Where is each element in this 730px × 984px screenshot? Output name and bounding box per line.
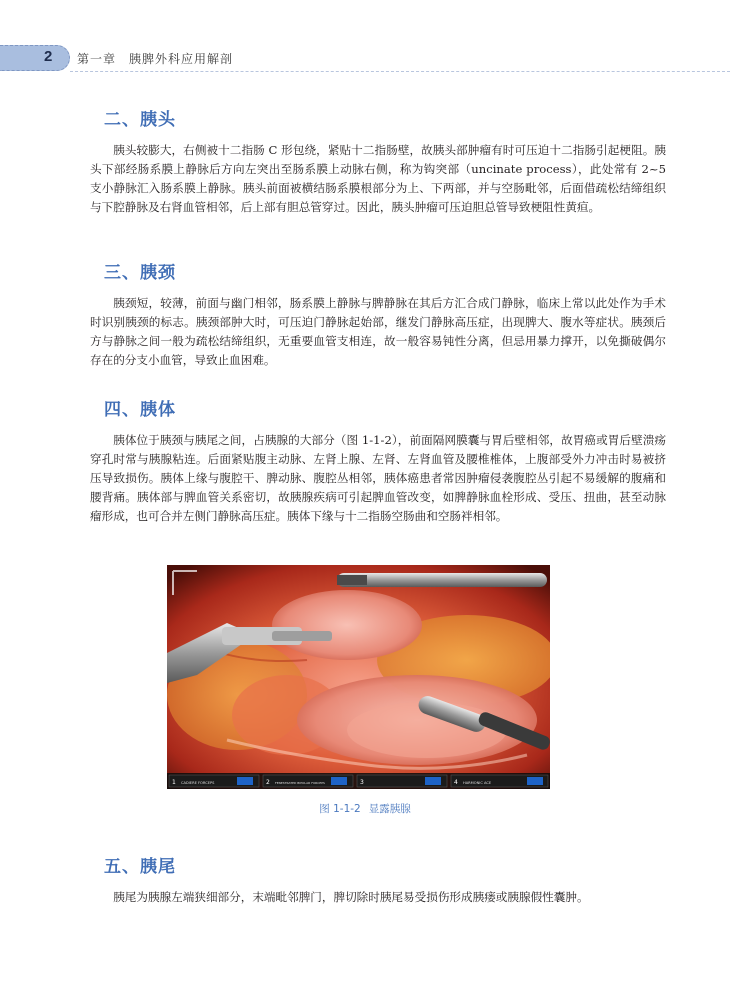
- instrument-1-name: CADIERE FORCEPS: [181, 781, 215, 785]
- surgical-photo: [167, 565, 550, 789]
- paragraph-tail: 胰尾为胰腺左端狭细部分，末端毗邻脾门，脾切除时胰尾易受损伤形成胰瘘或胰腺假性囊肿。: [113, 890, 589, 904]
- figure-caption-text: 显露胰腺: [368, 803, 411, 815]
- section-heading-neck: 三、胰颈: [104, 263, 176, 283]
- section-heading-body: 四、胰体: [104, 400, 176, 420]
- instrument-2-index: 2: [266, 779, 270, 786]
- figure-caption: [0, 801, 730, 816]
- section-heading-head: 二、胰头: [104, 110, 176, 130]
- instrument-4-index: 4: [454, 779, 458, 786]
- instrument-3-index: 3: [360, 779, 364, 786]
- page-number-tab: [0, 45, 70, 71]
- figure-number: 图 1-1-2: [319, 803, 361, 815]
- paragraph-body: 胰体位于胰颈与胰尾之间，占胰腺的大部分（图 1-1-2），前面隔网膜囊与胃后壁相邻，故胃癌或胃后壁溃疡穿孔时常与胰腺粘连。后面紧贴腹主动脉、左肾上腺、左肾、左肾血管及腰椎椎体，上腹部受外力冲击时易被挤压导致损伤。胰体上缘与腹腔干、脾动脉、腹腔丛相邻，胰体癌患者常因肿瘤侵袭腹腔丛引起不易缓解的腹痛和腰背痛。胰体部与脾血管关系密切，故胰腺疾病可引起脾血管改变，如脾静脉血栓形成、受压、扭曲，甚至动脉瘤形成，也可合并左侧门静脉高压症。胰体下缘与十二指肠空肠曲和空肠袢相邻。: [90, 433, 666, 523]
- page-number: 2: [44, 48, 53, 65]
- instrument-1-index: 1: [172, 779, 176, 786]
- instrument-4-name: HARMONIC ACE: [463, 781, 492, 785]
- paragraph-head: 胰头较膨大，右侧被十二指肠 C 形包绕，紧贴十二指肠壁，故胰头部肿瘤有时可压迫十二指肠引起梗阻。胰头下部经肠系膜上静脉后方向左突出至肠系膜上动脉右侧，称为钩突部（uncinate process），此处常有 2~5 支小静脉汇入肠系膜上静脉。胰头前面被横结肠系膜根部分为上、下两部，并与空肠毗邻，后面借疏松结缔组织与下腔静脉及右肾血管相邻，后上部有胆总管穿过。因此，胰头肿瘤可压迫胆总管导致梗阻性黄疸。: [90, 143, 666, 214]
- section-heading-tail: 五、胰尾: [104, 857, 176, 877]
- running-head: 第一章 胰脾外科应用解剖: [77, 52, 234, 66]
- instrument-2-name: FENESTRATED BIPOLAR FORCEPS: [275, 781, 325, 785]
- header-rule: [70, 71, 730, 72]
- paragraph-neck: 胰颈短，较薄，前面与幽门相邻，肠系膜上静脉与脾静脉在其后方汇合成门静脉，临床上常以此处作为手术时识别胰颈的标志。胰颈部肿大时，可压迫门静脉起始部，继发门静脉高压症，出现脾大、腹水等症状。胰颈后方与静脉之间一般为疏松结缔组织，无重要血管支相连，故一般容易钝性分离，但忌用暴力撑开，以免撕破偶尔存在的分支小血管，导致止血困难。: [90, 296, 666, 367]
